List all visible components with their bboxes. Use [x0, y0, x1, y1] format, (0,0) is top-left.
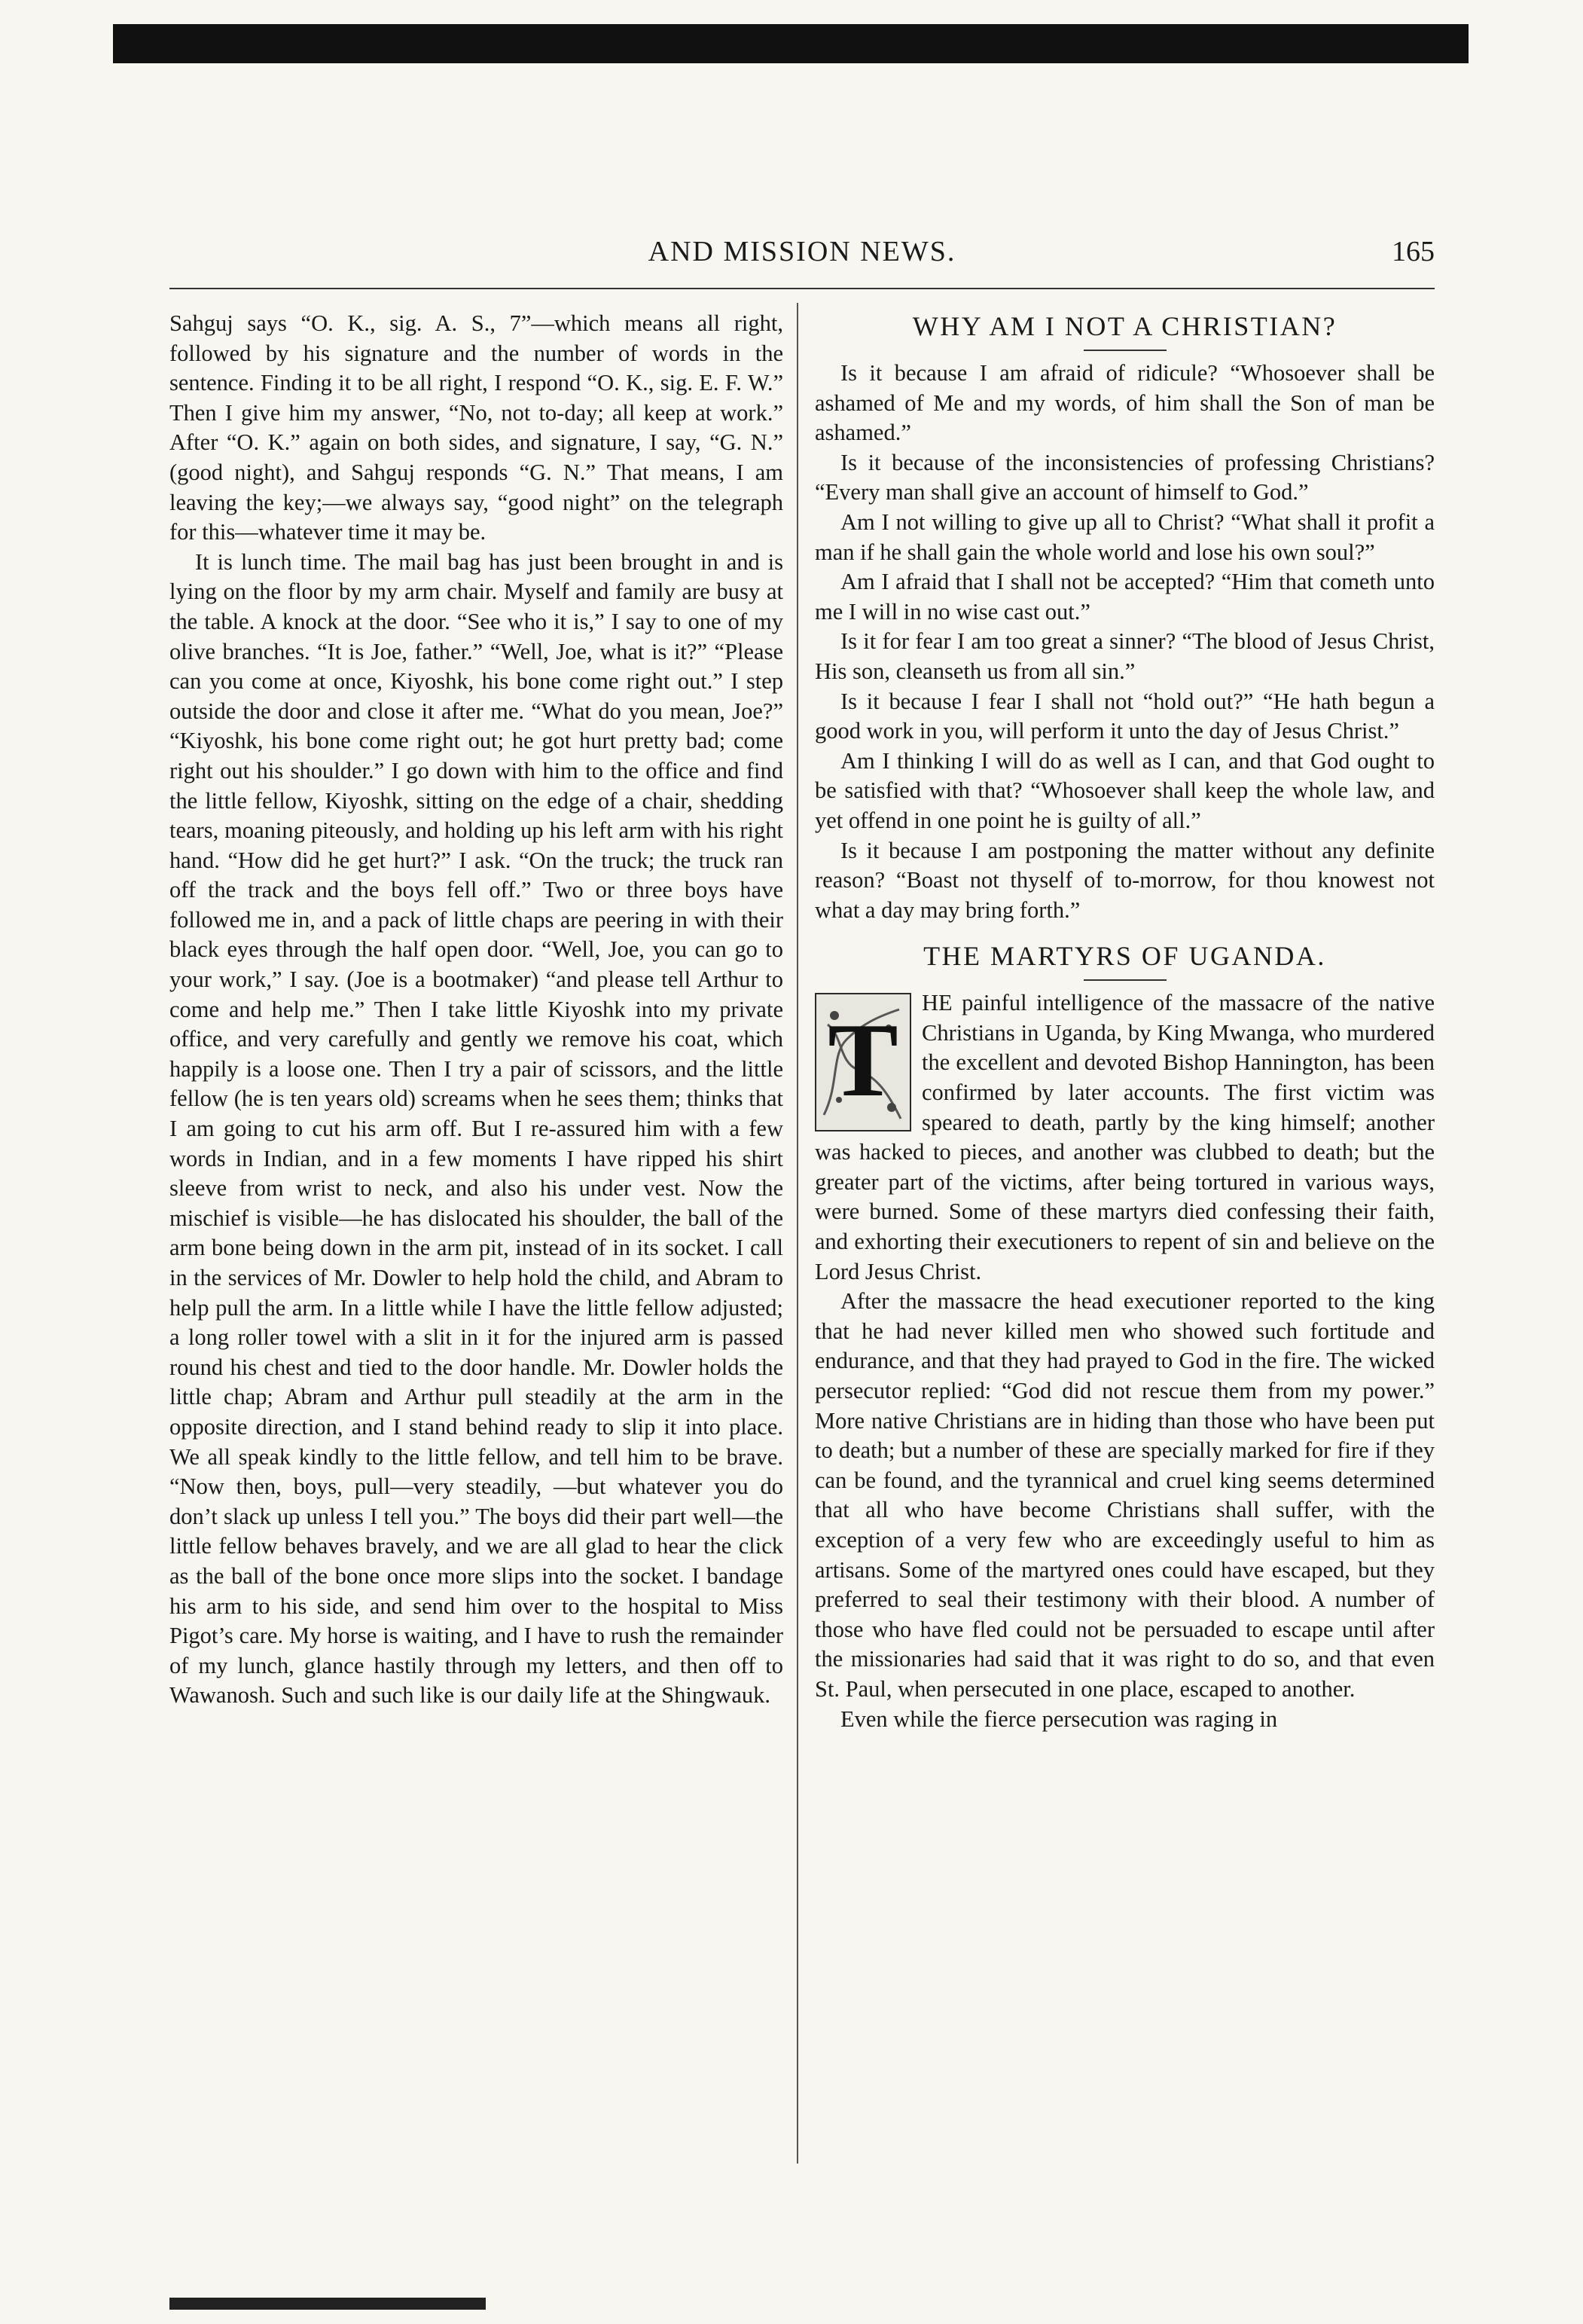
paragraph: Sahguj says “O. K., sig. A. S., 7”—which means all right, followed by his signature and the number of words in the sentence. Finding it to be all right, I respond “O. K., sig. E. F. W.” Then I give him my answer, “No, not to-day; all keep at work.” After “O. K.” again on both sides, and signature, I say, “G. N.” (good night), and Sahguj responds “G. N.” That means, I am leaving the key;—we always say, “good night” on the telegraph for this—whatever time it may be.: [169, 310, 783, 545]
paragraph: Am I thinking I will do as well as I can, and that God ought to be satisfied with that? “Whosoever shall keep the whole law, and yet offend in one point he is guilty of all.”: [815, 747, 1435, 833]
paragraph: Is it for fear I am too great a sinner? “The blood of Jesus Christ, His son, cleanseth us from all sin.”: [815, 628, 1435, 684]
section-title-why-christian: WHY AM I NOT A CHRISTIAN?: [912, 311, 1337, 341]
paragraph: Is it because of the inconsistencies of professing Christians? “Every man shall give an account of himself to God.”: [815, 449, 1435, 505]
header-rule: [169, 288, 1435, 289]
page-number: 165: [1392, 236, 1435, 267]
paragraph: Am I afraid that I shall not be accepted? “Him that cometh unto me I will in no wise cast out.”: [815, 569, 1435, 625]
running-title: AND MISSION NEWS.: [648, 236, 956, 267]
right-column: [815, 309, 1435, 1734]
section-title-martyrs-uganda: THE MARTYRS OF UGANDA.: [923, 941, 1326, 972]
drop-cap-letter: T: [828, 1002, 898, 1119]
paragraph: Is it because I am postponing the matter without any definite reason? “Boast not thyself of to-morrow, for thou knowest not what a day may bring forth.”: [815, 837, 1435, 923]
paragraph: Is it because I fear I shall not “hold out?” “He hath begun a good work in you, will perform it unto the day of Jesus Christ.”: [815, 688, 1435, 744]
scan-bottom-bar: [169, 2298, 486, 2310]
paragraph: Am I not willing to give up all to Christ? “What shall it profit a man if he shall gain the whole world and lose his own soul?”: [815, 508, 1435, 565]
paragraph: It is lunch time. The mail bag has just been brought in and is lying on the floor by my arm chair. Myself and family are busy at the table. A knock at the door. “See who it is,” I say to one of my olive branches. “It is Joe, father.” “Well, Joe, what is it?” “Please can you come at once, Kiyoshk, his bone come right out.” I step outside the door and close it after me. “What do you mean, Joe?” “Kiyoshk, his bone come right out; he got hurt pretty bad; come right out his shoulder.” I go down with him to the office and find the little fellow, Kiyoshk, sitting on the edge of a chair, shedding tears, moaning piteously, and holding up his left arm with his right hand. “How did he get hurt?” I ask. “On the truck; the truck ran off the track and the boys fell off.” Two or three boys have followed me in, and a pack of little chaps are peering in with their black eyes through the half open door. “Well, Joe, you can go to your work,” I say. (Joe is a bootmaker) “and please tell Arthur to come and help me.” Then I take little Kiyoshk into my private office, and very carefully and gently we remove his coat, which happily is a loose one. Then I try a pair of scissors, and the little fellow (he is ten years old) screams when he sees them; thinks that I am going to cut his arm off. But I re-assured him with a few words in Indian, and in a few moments I have ripped his shirt sleeve from wrist to neck, and also his under vest. Now the mischief is visible—he has dislocated his shoulder, the ball of the arm bone being down in the arm pit, instead of in its socket. I call in the services of Mr. Dowler to help hold the child, and Abram to help pull the arm. In a little while I have the little fellow adjusted; a long roller towel with a slit in it for the injured arm is passed round his chest and tied to the door handle. Mr. Dowler holds the little chap; Abram and Arthur pull steadily at the arm in the opposite direction, and I stand behind ready to slip it into place. We all speak kindly to the little fellow, and tell him to be brave. “Now then, boys, pull—very steadily, —but whatever you do don’t slack up unless I tell you.” The boys did their part well—the little fellow behaves bravely, and we are all glad to hear the click as the ball of the bone once more slips into the socket. I bandage his arm to his side, and send him over to the hospital to Miss Pigot’s care. My horse is waiting, and I have to rush the remainder of my lunch, glance hastily through my letters, and then off to Wawanosh. Such and such like is our daily life at the Shingwauk.: [169, 548, 783, 1709]
paragraph: HE painful intelligence of the massacre of the native Christians in Uganda, by King Mwanga, who murdered the excellent and devoted Bishop Hannington, has been confirmed by later accounts. The first victim was speared to death, partly by the king himself; another was hacked to pieces, and another was clubbed to death; but the greater part of the victims, after being tortured in various ways, were burned. Some of these martyrs died confessing their faith, and exhorting their executioners to repent of sin and believe on the Lord Jesus Christ.: [815, 990, 1435, 1284]
scan-top-bar: [113, 24, 1469, 63]
left-column: [169, 309, 783, 1711]
title-rule: [1084, 979, 1167, 981]
paragraph: Even while the fierce persecution was raging in: [840, 1706, 1278, 1732]
paragraph: Is it because I am afraid of ridicule? “Whosoever shall be ashamed of Me and my words, of him shall the Son of man be ashamed.”: [815, 360, 1435, 446]
title-rule: [1084, 350, 1167, 351]
ornamental-drop-cap: [815, 993, 911, 1131]
running-head: [169, 235, 1435, 280]
column-rule: [797, 303, 798, 2164]
paragraph: After the massacre the head executioner reported to the king that he had never killed men who showed such fortitude and endurance, and that they had prayed to God in the fire. The wicked persecutor replied: “God did not rescue them from my power.” More native Christians are in hiding than those who have been put to death; but a number of these are specially marked for fire if they can be found, and the tyrannical and cruel king seems determined that all who have become Christians shall suffer, with the exception of a very few who are exceedingly useful to him as artisans. Some of the martyred ones could have escaped, but they preferred to seal their testimony with their blood. A number of those who have fled could not be persuaded to escape until after the missionaries had said that it was right to do so, and that even St. Paul, when persecuted in one place, escaped to another.: [815, 1288, 1435, 1702]
